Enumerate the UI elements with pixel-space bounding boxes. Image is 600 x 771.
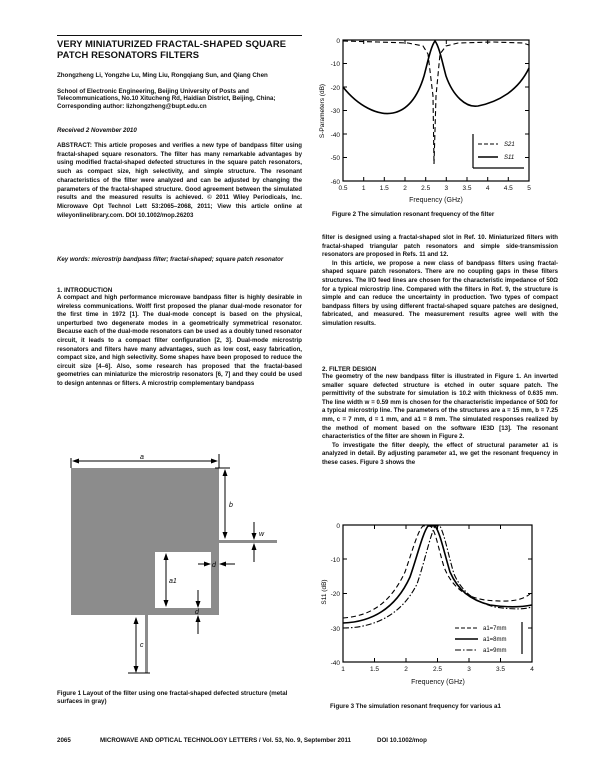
y-tick: 0 bbox=[336, 523, 340, 530]
label-w: w bbox=[259, 531, 265, 538]
affiliation: School of Electronic Engineering, Beijing University of Posts and Telecommunications, No.10 Xitucheng Rd, Haidian District, Beijing, China; Corresponding author: lizhongzheng@bupt.edu.cn bbox=[57, 88, 276, 110]
journal-info: MICROWAVE AND OPTICAL TECHNOLOGY LETTERS / Vol. 53, No. 9, September 2011 bbox=[100, 737, 351, 744]
figure-2-chart bbox=[318, 36, 558, 206]
s21-curve bbox=[343, 41, 529, 164]
label-a: a bbox=[140, 454, 144, 461]
x-tick: 4 bbox=[530, 666, 534, 673]
x-tick: 4.5 bbox=[503, 185, 513, 192]
y-tick: -10 bbox=[330, 61, 340, 68]
intro-paragraph-2: In this article, we propose a new class of bandpass filters using fractal-shaped square patch resonators. There are no coupling gaps in these filters structures. The I/O feed lines are chosen for the characteristic impedance of 50Ω for a typical microstrip line. Compared with the filters in Ref. 9, the structure is simple and can reduce the uncertainty in production. Two types of compact bandpass filters by using different fractal-shaped square patches are designed, fabricated, and measured. The measurement results agree well with the simulation results. bbox=[322, 259, 558, 327]
y-tick: -40 bbox=[330, 660, 340, 667]
section-heading-filter-design: 2. FILTER DESIGN bbox=[322, 366, 377, 373]
x-tick: 2 bbox=[403, 185, 407, 192]
received-date: Received 2 November 2010 bbox=[57, 127, 137, 134]
figure-1 bbox=[70, 452, 280, 692]
x-tick: 2 bbox=[404, 666, 408, 673]
y-tick: -30 bbox=[330, 108, 340, 115]
keywords: Key words: microstrip bandpass filter; fractal-shaped; square patch resonator bbox=[57, 256, 284, 263]
figure-3-chart bbox=[320, 522, 560, 697]
filter-design-text-2: To investigate the filter deeply, the effect of structural parameter a1 is analyzed in detail. By adjusting parameter a1, we get the resonant frequency in these cases. Figure 3 shows the bbox=[322, 441, 558, 466]
legend-a1-9mm: a1=9mm bbox=[483, 648, 507, 654]
abstract-text: This article proposes and verifies a new type of bandpass filter using fractal-shaped square resonators. The filter has many remarkable advantages by using modified fractal-shaped defected structures in the square patch resonators, such as compact size, high selectivity, and simple structure. The resonant characteristics of the filter were analyzed and can be adjusted by changing the parameters of the fractal-shaped structure. Good agreement between the simulated results and the measured results is achieved. © 2011 Wiley Periodicals, Inc. Microwave Opt Technol Lett 53:2065–2068, 2011; View this article online at wileyonlinelibrary.com. DOI 10.1002/mop.26203 bbox=[57, 142, 302, 219]
y-tick: -60 bbox=[330, 179, 340, 186]
x-tick: 3.5 bbox=[462, 185, 472, 192]
label-d-vertical: d bbox=[195, 609, 199, 616]
label-a1: a1 bbox=[169, 578, 177, 585]
y-tick: -30 bbox=[330, 626, 340, 633]
x-tick: 1.5 bbox=[379, 185, 389, 192]
page-footer bbox=[57, 737, 557, 744]
page-number: 2065 bbox=[57, 737, 71, 744]
x-axis-label: Frequency (GHz) bbox=[411, 679, 465, 686]
abstract-lead: ABSTRACT: bbox=[57, 142, 92, 149]
x-tick: 1 bbox=[341, 666, 345, 673]
y-tick: -10 bbox=[330, 557, 340, 564]
authors: Zhongzheng Li, Yongzhe Lu, Ming Liu, Rongqiang Sun, and Qiang Chen bbox=[57, 72, 268, 79]
y-tick: -20 bbox=[330, 85, 340, 92]
figure-1-caption: Figure 1 Layout of the filter using one fractal-shaped defected structure (metal surfaces in gray) bbox=[57, 690, 288, 705]
x-tick: 2.5 bbox=[432, 666, 443, 673]
figure-3-legend bbox=[455, 622, 522, 654]
intro-continued-text: filter is designed using a fractal-shaped slot in Ref. 10. Miniaturized filters with fractal-shaped triangular patch resonators and simple side-transmission resonators are proposed in Refs. 11 and 12. bbox=[322, 234, 558, 259]
x-tick: 3 bbox=[467, 666, 471, 673]
figure-3-caption: Figure 3 The simulation resonant frequency for various a1 bbox=[330, 703, 501, 710]
x-tick: 1 bbox=[361, 185, 366, 192]
x-tick: 1.5 bbox=[369, 666, 380, 673]
x-tick: 2.5 bbox=[421, 185, 431, 192]
y-axis-label: S11 (dB) bbox=[321, 579, 328, 605]
y-tick: -20 bbox=[330, 591, 340, 598]
figure-3 bbox=[320, 522, 560, 697]
abstract bbox=[57, 142, 302, 220]
figure-1-layout-diagram bbox=[70, 452, 280, 692]
filter-design-text: The geometry of the new bandpass filter is illustrated in Figure 1. An inverted smaller square defected structure is etched in outer square patch. The permittivity of the substrate for simulation is 10.2 with thickness of 0.635 mm. The line width w = 0.59 mm is chosen for the characteristic impedance of 50Ω for a typical microstrip line. The parameters of the structures are a = 15 mm, b = 7.25 mm, c = 7 mm, d = 1 mm, and a1 = 8 mm. The simulated responses realized by the method of moment based on the software IE3D [13]. The resonant characteristics of the filter are shown in Figure 2. bbox=[322, 373, 558, 441]
figure-2 bbox=[318, 36, 558, 206]
section-heading-introduction: 1. INTRODUCTION bbox=[57, 287, 113, 294]
figure-2-caption: Figure 2 The simulation resonant frequency of the filter bbox=[332, 211, 495, 218]
s11-curve bbox=[343, 41, 529, 114]
y-axis-label: S-Parameters (dB) bbox=[319, 83, 326, 139]
y-tick: -40 bbox=[330, 132, 340, 139]
x-tick: 3 bbox=[444, 185, 449, 192]
x-tick: 5 bbox=[527, 185, 531, 192]
x-tick: 0.5 bbox=[338, 185, 348, 192]
label-d-horizontal: d bbox=[212, 562, 216, 569]
paper-title: VERY MINIATURIZED FRACTAL-SHAPED SQUARE PATCH RESONATORS FILTERS bbox=[57, 35, 302, 60]
label-c: c bbox=[140, 642, 144, 649]
figure-2-legend bbox=[473, 134, 524, 168]
curve-a1-7mm bbox=[343, 526, 530, 618]
legend-a1-7mm: a1=7mm bbox=[483, 626, 507, 632]
footer-doi: DOI 10.1002/mop bbox=[376, 737, 427, 744]
legend-s11: S11 bbox=[504, 155, 515, 161]
x-axis-label: Frequency (GHz) bbox=[409, 197, 463, 204]
section-filter-design bbox=[322, 366, 558, 468]
x-tick: 4 bbox=[485, 185, 490, 192]
label-b: b bbox=[229, 502, 233, 509]
y-tick: 0 bbox=[336, 38, 340, 45]
x-tick: 3.5 bbox=[495, 666, 506, 673]
introduction-text: A compact and high performance microwave bandpass filter is highly desirable in wireless communications. Wolff first proposed the planar dual-mode resonator for the first time in 1972 [1]. The dual-mode concept is based on the physical, unperturbed two degenerate modes in a geometrically symmetrical resonator. Because each of the dual-mode resonators can be used as a doubly tuned resonator circuit, it leads to a compact filter configuration [2, 3]. Dual-mode microstrip resonators and filters have many advantages, such as low cost, easy fabrication, compact size, and high selectivity. Some shapes have been proposed to reduce the circuit size [4–6]. Also, some research has proposed that the fractal-based geometries can miniaturize the microstrip resonators [6, 7] and they could be used to design antennas or filters. A microstrip complementary bandpass bbox=[57, 294, 302, 387]
y-tick: -50 bbox=[330, 155, 340, 162]
introduction-continued bbox=[322, 234, 558, 329]
section-introduction bbox=[57, 287, 302, 389]
legend-s21: S21 bbox=[504, 142, 515, 148]
legend-a1-8mm: a1=8mm bbox=[483, 637, 507, 643]
